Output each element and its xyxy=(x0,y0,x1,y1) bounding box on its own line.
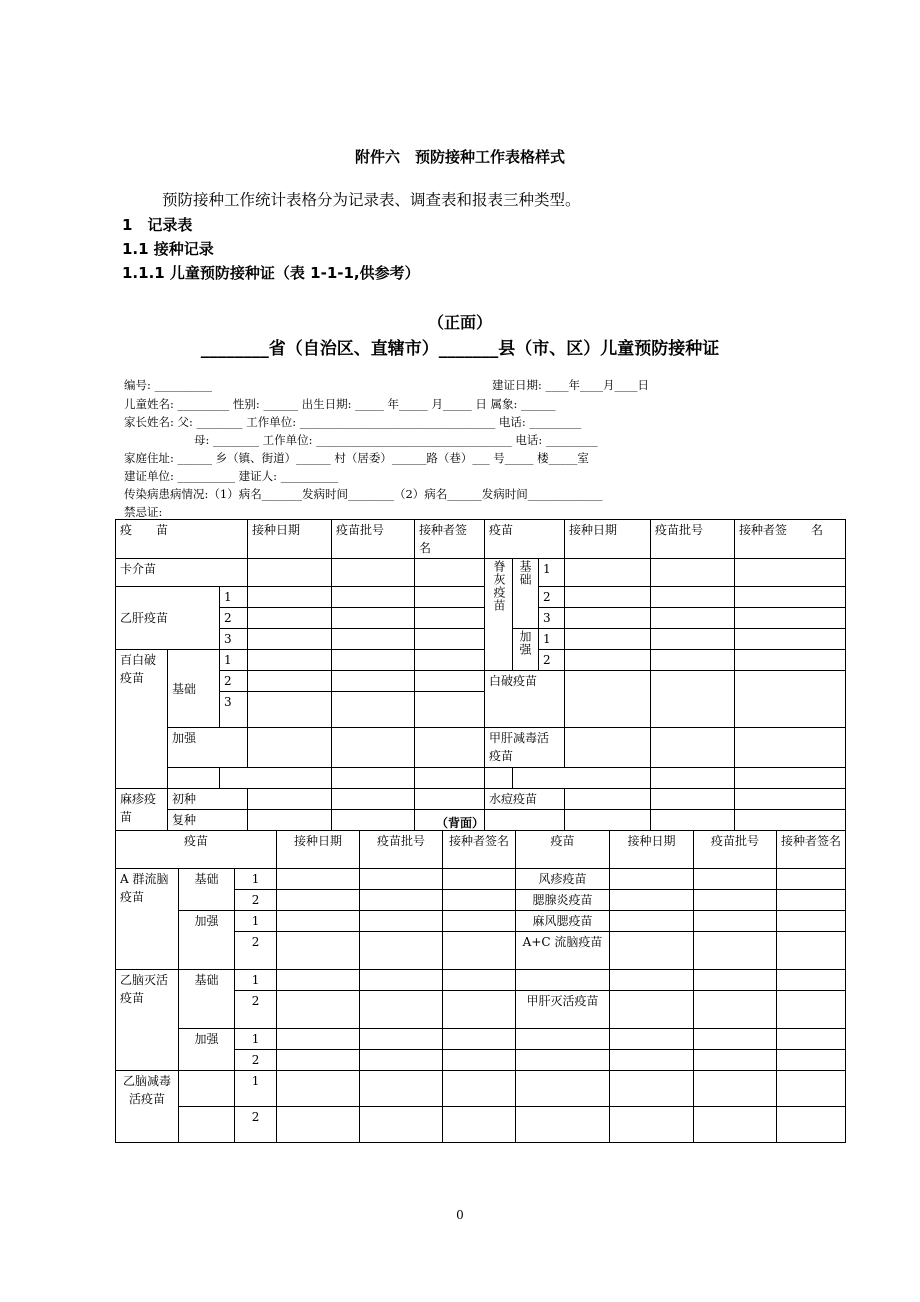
je-boost-1: 1 xyxy=(235,1029,277,1050)
header-date-right: 接种日期 xyxy=(565,520,651,559)
je-live-2: 2 xyxy=(235,1107,277,1143)
je-base-2: 2 xyxy=(235,991,277,1029)
info-address: 家庭住址: ______ 乡（镇、街道）______ 村（居委）______路（巷）___ 号_____ 楼_____室 xyxy=(124,451,589,465)
row-bcg: 卡介苗 xyxy=(116,559,248,587)
info-mother: 母: ________ 工作单位: __________________________________ 电话: _________ xyxy=(194,433,598,447)
header-batch-right: 疫苗批号 xyxy=(651,520,735,559)
info-create-date: 建证日期: ____年____月____日 xyxy=(492,378,650,392)
je-boost: 加强 xyxy=(179,1029,235,1071)
back-header-signer: 接种者签名 xyxy=(443,831,516,869)
info-unit: 建证单位: __________ 建证人: __________ xyxy=(124,469,339,483)
back-label: （背面） xyxy=(435,816,484,830)
row-rubella: 风疹疫苗 xyxy=(516,869,610,890)
hepb-3: 3 xyxy=(220,629,248,650)
row-polio-boost: 加强 xyxy=(513,629,539,671)
hepb-2: 2 xyxy=(220,608,248,629)
doc-title: 附件六 预防接种工作表格样式 xyxy=(354,148,565,166)
row-je-live: 乙脑减毒活疫苗 xyxy=(116,1071,179,1143)
row-ac: A+C 流脑疫苗 xyxy=(516,932,610,970)
row-hepa-inactivated: 甲肝灭活疫苗 xyxy=(516,991,610,1029)
heading-1-1-1: 1.1.1 儿童预防接种证（表 1-1-1,供参考） xyxy=(122,264,420,282)
row-hepa-live: 甲肝减毒活疫苗 xyxy=(485,728,565,768)
mena-base: 基础 xyxy=(179,869,235,911)
info-contraindication: 禁忌证: xyxy=(124,505,163,519)
info-disease: 传染病患病情况:（1）病名_______发病时间________（2）病名______发病时间_____________ xyxy=(124,487,603,501)
row-polio-base: 基础 xyxy=(513,559,539,629)
row-mumps: 腮腺炎疫苗 xyxy=(516,890,610,911)
back-header-batch-right: 疫苗批号 xyxy=(694,831,777,869)
dtp-base: 基础 xyxy=(168,650,220,728)
dtp-3: 3 xyxy=(220,692,248,728)
polio-base-1: 1 xyxy=(539,559,565,587)
dtp-2: 2 xyxy=(220,671,248,692)
header-batch: 疫苗批号 xyxy=(332,520,415,559)
polio-base-2: 2 xyxy=(539,587,565,608)
header-signer: 接种者签 名 xyxy=(415,520,485,559)
info-father: 家长姓名: 父: ________ 工作单位: __________________________________ 电话: _________ xyxy=(124,415,582,429)
page-number: 0 xyxy=(456,1208,464,1222)
row-dt: 白破疫苗 xyxy=(485,671,565,728)
back-header-vaccine: 疫苗 xyxy=(116,831,277,869)
heading-1-1: 1.1 接种记录 xyxy=(122,240,214,258)
mena-boost: 加强 xyxy=(179,911,235,970)
heading-1: 1 记录表 xyxy=(122,216,193,234)
je-boost-2: 2 xyxy=(235,1050,277,1071)
back-header-vaccine-right: 疫苗 xyxy=(516,831,610,869)
row-je-inactivated: 乙脑灭活疫苗 xyxy=(116,970,179,1071)
row-varicella: 水痘疫苗 xyxy=(485,789,565,810)
back-header-date-right: 接种日期 xyxy=(610,831,694,869)
back-header-date: 接种日期 xyxy=(277,831,360,869)
header-vaccine: 疫 苗 xyxy=(116,520,248,559)
back-header-batch: 疫苗批号 xyxy=(360,831,443,869)
row-polio: 脊灰疫苗 xyxy=(485,559,513,671)
je-live-1: 1 xyxy=(235,1071,277,1107)
row-hepb: 乙肝疫苗 xyxy=(116,587,220,650)
header-date: 接种日期 xyxy=(248,520,332,559)
row-dtp: 百白破疫苗 xyxy=(116,650,168,789)
row-mena: A 群流脑疫苗 xyxy=(116,869,179,970)
header-vaccine-right: 疫苗 xyxy=(485,520,565,559)
hepb-1: 1 xyxy=(220,587,248,608)
back-header-signer-right: 接种者签名 xyxy=(777,831,846,869)
info-serial: 编号: __________ xyxy=(124,378,213,392)
mena-base-2: 2 xyxy=(235,890,277,911)
back-vaccination-table xyxy=(115,830,846,1143)
mena-base-1: 1 xyxy=(235,869,277,890)
mena-boost-1: 1 xyxy=(235,911,277,932)
row-measles: 麻疹疫苗 xyxy=(116,789,168,831)
dtp-1: 1 xyxy=(220,650,248,671)
header-signer-right: 接种者签 名 xyxy=(735,520,846,559)
intro-text: 预防接种工作统计表格分为记录表、调查表和报表三种类型。 xyxy=(162,191,581,209)
front-vaccination-table xyxy=(115,519,846,831)
measles-re: 复种 xyxy=(168,810,248,831)
info-child: 儿童姓名: _________ 性别: ______ 出生日期: _____ 年_____ 月_____ 日 属象: ______ xyxy=(124,397,556,411)
certificate-title: ________省（自治区、直辖市）_______县（市、区）儿童预防接种证 xyxy=(200,339,720,359)
row-mmr: 麻风腮疫苗 xyxy=(516,911,610,932)
polio-base-3: 3 xyxy=(539,608,565,629)
dtp-boost: 加强 xyxy=(168,728,248,768)
polio-boost-2: 2 xyxy=(539,650,565,671)
je-base: 基础 xyxy=(179,970,235,1029)
je-base-1: 1 xyxy=(235,970,277,991)
front-label: （正面） xyxy=(427,313,492,332)
measles-first: 初种 xyxy=(168,789,248,810)
mena-boost-2: 2 xyxy=(235,932,277,970)
polio-boost-1: 1 xyxy=(539,629,565,650)
